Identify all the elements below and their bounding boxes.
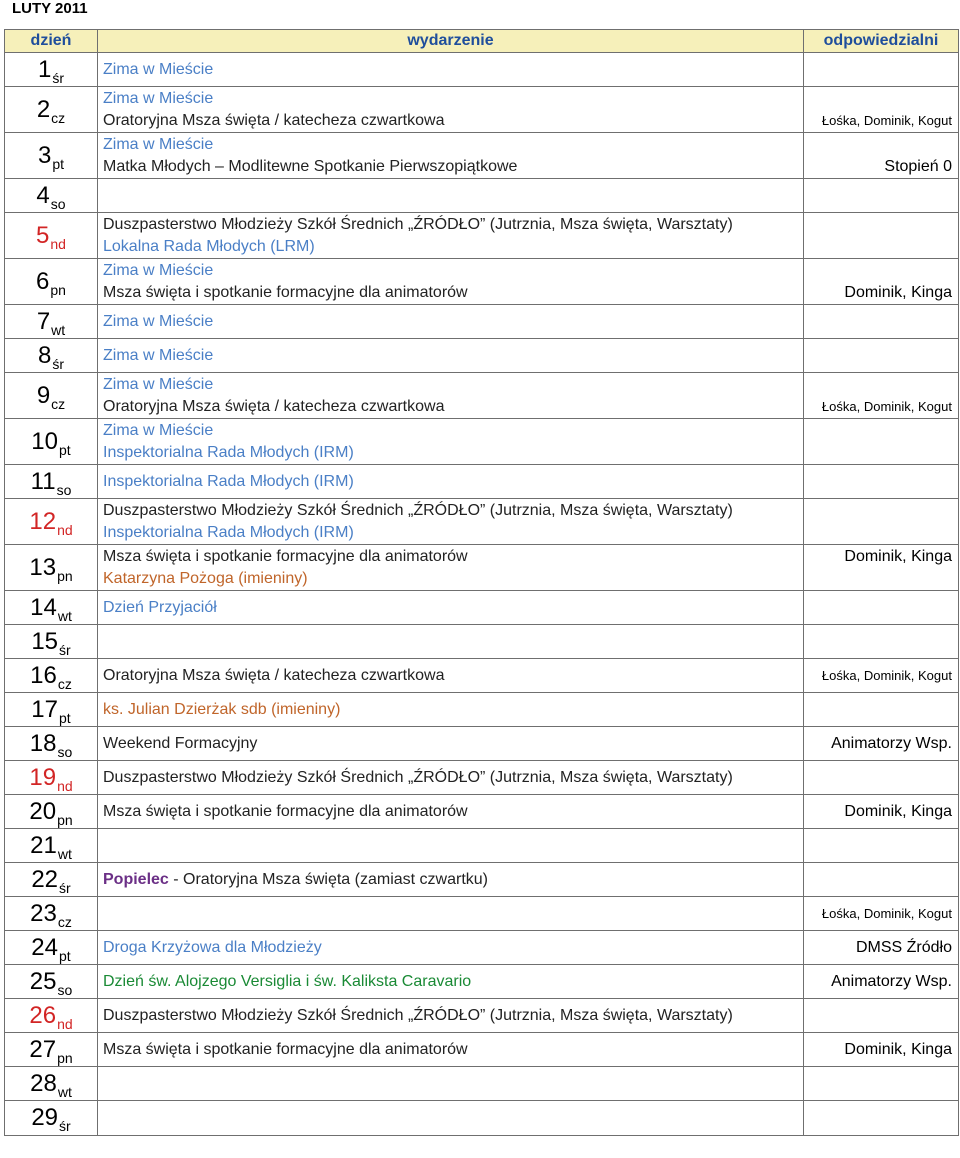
table-row [5, 591, 959, 625]
event-line [103, 156, 803, 178]
table-row [5, 999, 959, 1033]
weekday-abbr: nd [57, 1015, 73, 1032]
event-cell [98, 373, 804, 419]
table-row [5, 545, 959, 591]
responsible-cell [804, 305, 959, 339]
event-cell [98, 465, 804, 499]
day-number: 21 [30, 831, 57, 859]
day-cell [5, 133, 98, 179]
event-cell [98, 863, 804, 897]
responsible-cell [804, 625, 959, 659]
table-row [5, 179, 959, 213]
event-text: Dzień Przyjaciół [103, 598, 217, 616]
day-number: 23 [30, 899, 57, 927]
weekday-abbr: cz [51, 395, 66, 412]
day-number: 14 [30, 593, 57, 621]
day-number: 6 [36, 267, 50, 295]
table-row [5, 965, 959, 999]
responsible-text: Łośka, Dominik, Kogut [821, 398, 952, 414]
table-row [5, 829, 959, 863]
responsible-cell [804, 87, 959, 133]
event-cell [98, 545, 804, 591]
responsible-cell [804, 761, 959, 795]
event-line [103, 282, 803, 304]
day-cell [5, 1067, 98, 1101]
event-text: Duszpasterstwo Młodzieży Szkół Średnich „ŹRÓDŁO” (Jutrznia, Msza święta, Warsztaty) [103, 768, 733, 786]
day-number: 26 [29, 1001, 57, 1029]
responsible-cell [804, 339, 959, 373]
responsible-text: DMSS Źródło [855, 938, 952, 956]
event-line [103, 311, 803, 333]
responsible-cell [804, 133, 959, 179]
responsible-cell [804, 213, 959, 259]
table-row [5, 625, 959, 659]
event-cell [98, 965, 804, 999]
event-text: Matka Młodych – Modlitewne Spotkanie Pierwszopiątkowe [103, 157, 518, 175]
event-text: Msza święta i spotkanie formacyjne dla animatorów [103, 1040, 468, 1058]
event-cell [98, 1101, 804, 1136]
responsible-text [804, 568, 952, 590]
event-text: Lokalna Rada Młodych (LRM) [103, 237, 315, 255]
weekday-abbr: wt [57, 845, 72, 862]
weekday-abbr: pt [59, 441, 71, 458]
responsible-text [804, 374, 952, 396]
table-row [5, 897, 959, 931]
event-text: Duszpasterstwo Młodzieży Szkół Średnich „ŹRÓDŁO” (Jutrznia, Msza święta, Warsztaty) [103, 1006, 733, 1024]
weekday-abbr: cz [57, 913, 72, 930]
event-line [103, 971, 803, 993]
responsible-text: Dominik, Kinga [844, 283, 952, 301]
weekday-abbr: wt [57, 607, 72, 624]
responsible-cell [804, 999, 959, 1033]
weekday-abbr: śr [52, 69, 65, 86]
event-line [103, 110, 803, 132]
weekday-abbr: nd [57, 777, 73, 794]
page-title: LUTY 2011 [12, 0, 88, 17]
event-line [103, 522, 803, 544]
event-text: Oratoryjna Msza święta / katecheza czwartkowa [103, 666, 445, 684]
day-cell [5, 259, 98, 305]
event-text: Oratoryjna Msza święta / katecheza czwartkowa [103, 111, 445, 129]
table-row [5, 373, 959, 419]
event-text: Dzień św. Alojzego Versiglia i św. Kaliksta Caravario [103, 972, 472, 990]
table-row [5, 863, 959, 897]
day-number: 17 [31, 695, 58, 723]
weekday-abbr: so [56, 481, 72, 498]
day-number: 19 [29, 763, 57, 791]
event-line [103, 471, 803, 493]
event-cell [98, 1067, 804, 1101]
table-row [5, 419, 959, 465]
day-cell [5, 499, 98, 545]
event-text: Zima w Mieście [103, 421, 214, 439]
event-cell [98, 591, 804, 625]
event-text: Zima w Mieście [103, 375, 214, 393]
responsible-text: Animatorzy Wsp. [831, 972, 952, 990]
table-row [5, 1067, 959, 1101]
responsible-text: Łośka, Dominik, Kogut [821, 112, 952, 128]
responsible-text: Dominik, Kinga [844, 802, 952, 820]
day-number: 10 [31, 427, 58, 455]
event-cell [98, 87, 804, 133]
day-number: 4 [36, 181, 50, 209]
day-number: 25 [29, 967, 57, 995]
day-number: 22 [31, 865, 59, 893]
day-cell [5, 795, 98, 829]
day-number: 16 [30, 661, 57, 689]
event-text: Duszpasterstwo Młodzieży Szkół Średnich „ŹRÓDŁO” (Jutrznia, Msza święta, Warsztaty) [103, 215, 733, 233]
table-row [5, 339, 959, 373]
event-text: Katarzyna Pożoga (imieniny) [103, 569, 308, 587]
day-cell [5, 931, 98, 965]
header-row [5, 30, 959, 53]
header-event: wydarzenie [98, 30, 804, 53]
event-cell [98, 659, 804, 693]
responsible-cell [804, 897, 959, 931]
day-number: 5 [36, 221, 50, 249]
weekday-abbr: pt [59, 709, 71, 726]
table-row [5, 761, 959, 795]
calendar-table [4, 29, 959, 1136]
event-line [103, 1005, 803, 1027]
responsible-cell [804, 591, 959, 625]
weekday-abbr: pn [57, 811, 73, 828]
event-line [103, 134, 803, 156]
day-cell [5, 1033, 98, 1067]
responsible-cell [804, 465, 959, 499]
day-cell [5, 863, 98, 897]
responsible-cell [804, 53, 959, 87]
event-text: Inspektorialna Rada Młodych (IRM) [103, 472, 354, 490]
event-text: Popielec [103, 870, 169, 888]
day-number: 8 [37, 341, 52, 369]
event-cell [98, 419, 804, 465]
event-line [103, 236, 803, 258]
day-cell [5, 179, 98, 213]
day-cell [5, 419, 98, 465]
day-cell [5, 625, 98, 659]
day-cell [5, 465, 98, 499]
table-row [5, 259, 959, 305]
weekday-abbr: so [57, 981, 73, 998]
event-cell [98, 829, 804, 863]
day-cell [5, 339, 98, 373]
event-line [103, 396, 803, 418]
table-row [5, 931, 959, 965]
weekday-abbr: śr [59, 641, 71, 658]
responsible-cell [804, 795, 959, 829]
event-cell [98, 931, 804, 965]
day-number: 13 [29, 553, 57, 581]
event-line [103, 260, 803, 282]
responsible-cell [804, 931, 959, 965]
table-row [5, 305, 959, 339]
responsible-cell [804, 259, 959, 305]
event-cell [98, 305, 804, 339]
responsible-text: Animatorzy Wsp. [831, 734, 952, 752]
day-cell [5, 545, 98, 591]
day-number: 20 [29, 797, 57, 825]
day-number: 24 [31, 933, 58, 961]
event-line [103, 1039, 803, 1061]
day-number: 18 [29, 729, 57, 757]
responsible-text [804, 134, 952, 156]
weekday-abbr: so [57, 743, 73, 760]
event-cell [98, 897, 804, 931]
table-row [5, 1101, 959, 1136]
responsible-cell [804, 1033, 959, 1067]
day-cell [5, 965, 98, 999]
event-line [103, 869, 803, 891]
day-number: 27 [29, 1035, 57, 1063]
weekday-abbr: nd [50, 235, 66, 252]
day-cell [5, 727, 98, 761]
event-cell [98, 761, 804, 795]
responsible-cell [804, 373, 959, 419]
responsible-cell [804, 863, 959, 897]
event-text: Oratoryjna Msza święta / katecheza czwartkowa [103, 397, 445, 415]
weekday-abbr: śr [52, 355, 65, 372]
day-cell [5, 1101, 98, 1136]
day-number: 11 [30, 467, 56, 495]
event-text: Weekend Formacyjny [103, 734, 258, 752]
event-line [103, 665, 803, 687]
weekday-abbr: nd [57, 521, 73, 538]
day-number: 7 [36, 307, 51, 335]
event-line [103, 88, 803, 110]
event-cell [98, 339, 804, 373]
table-row [5, 133, 959, 179]
event-line [103, 420, 803, 442]
event-cell [98, 259, 804, 305]
day-cell [5, 659, 98, 693]
responsible-text: Łośka, Dominik, Kogut [821, 905, 952, 921]
event-text: Zima w Mieście [103, 312, 214, 330]
event-cell [98, 727, 804, 761]
event-line [103, 597, 803, 619]
event-cell [98, 693, 804, 727]
day-number: 15 [31, 627, 59, 655]
day-cell [5, 213, 98, 259]
weekday-abbr: cz [57, 675, 72, 692]
table-row [5, 693, 959, 727]
table-row [5, 727, 959, 761]
event-text: Duszpasterstwo Młodzieży Szkół Średnich „ŹRÓDŁO” (Jutrznia, Msza święta, Warsztaty) [103, 501, 733, 519]
responsible-cell [804, 1101, 959, 1136]
table-row [5, 659, 959, 693]
responsible-cell [804, 727, 959, 761]
day-cell [5, 53, 98, 87]
responsible-text: Stopień 0 [884, 157, 952, 175]
day-number: 2 [36, 95, 51, 123]
event-cell [98, 795, 804, 829]
event-line [103, 733, 803, 755]
event-cell [98, 999, 804, 1033]
responsible-text: Łośka, Dominik, Kogut [821, 667, 952, 683]
responsible-cell [804, 1067, 959, 1101]
event-cell [98, 179, 804, 213]
responsible-cell [804, 965, 959, 999]
weekday-abbr: pn [57, 567, 73, 584]
weekday-abbr: pt [59, 947, 71, 964]
event-line [103, 767, 803, 789]
event-line [103, 699, 803, 721]
event-line [103, 500, 803, 522]
day-number: 29 [31, 1104, 59, 1131]
table-row [5, 213, 959, 259]
day-cell [5, 305, 98, 339]
table-row [5, 87, 959, 133]
weekday-abbr: śr [59, 1118, 71, 1134]
event-cell [98, 1033, 804, 1067]
event-line [103, 59, 803, 81]
day-number: 9 [36, 381, 51, 409]
day-cell [5, 761, 98, 795]
event-text: Zima w Mieście [103, 89, 214, 107]
table-row [5, 1033, 959, 1067]
day-number: 28 [30, 1069, 57, 1097]
event-line [103, 442, 803, 464]
weekday-abbr: cz [51, 109, 66, 126]
event-cell [98, 625, 804, 659]
event-text: ks. Julian Dzierżak sdb (imieniny) [103, 700, 341, 718]
event-text: Msza święta i spotkanie formacyjne dla animatorów [103, 283, 468, 301]
event-line [103, 801, 803, 823]
weekday-abbr: so [50, 195, 66, 212]
responsible-text: Dominik, Kinga [844, 547, 952, 565]
event-text: Zima w Mieście [103, 346, 214, 364]
event-text-suffix: - Oratoryjna Msza święta (zamiast czwartku) [168, 870, 488, 888]
event-text: Inspektorialna Rada Młodych (IRM) [103, 443, 354, 461]
table-row [5, 465, 959, 499]
day-number: 12 [29, 507, 57, 535]
event-text: Msza święta i spotkanie formacyjne dla animatorów [103, 547, 468, 565]
event-text: Zima w Mieście [103, 60, 214, 78]
event-text: Zima w Mieście [103, 261, 214, 279]
weekday-abbr: wt [51, 321, 66, 338]
weekday-abbr: pn [57, 1049, 73, 1066]
day-cell [5, 999, 98, 1033]
event-line [103, 937, 803, 959]
event-line [103, 374, 803, 396]
event-text: Inspektorialna Rada Młodych (IRM) [103, 523, 354, 541]
event-cell [98, 499, 804, 545]
event-cell [98, 53, 804, 87]
calendar-body [5, 53, 959, 1136]
header-responsible: odpowiedzialni [804, 30, 959, 53]
responsible-cell [804, 499, 959, 545]
event-line [103, 345, 803, 367]
table-row [5, 795, 959, 829]
day-number: 1 [37, 55, 52, 83]
day-cell [5, 87, 98, 133]
responsible-cell [804, 545, 959, 591]
weekday-abbr: pn [50, 281, 66, 298]
header-day: dzień [5, 30, 98, 53]
day-cell [5, 829, 98, 863]
table-row [5, 53, 959, 87]
responsible-cell [804, 179, 959, 213]
responsible-cell [804, 659, 959, 693]
responsible-text [804, 260, 952, 282]
weekday-abbr: wt [57, 1083, 72, 1100]
responsible-text: Dominik, Kinga [844, 1040, 952, 1058]
event-cell [98, 213, 804, 259]
day-cell [5, 591, 98, 625]
day-cell [5, 897, 98, 931]
responsible-cell [804, 829, 959, 863]
responsible-cell [804, 419, 959, 465]
event-text: Zima w Mieście [103, 135, 214, 153]
weekday-abbr: śr [59, 879, 71, 896]
day-cell [5, 693, 98, 727]
responsible-cell [804, 693, 959, 727]
day-number: 3 [37, 141, 52, 169]
event-cell [98, 133, 804, 179]
event-line [103, 214, 803, 236]
table-row [5, 499, 959, 545]
weekday-abbr: pt [52, 155, 65, 172]
event-line [103, 568, 803, 590]
day-cell [5, 373, 98, 419]
event-text: Msza święta i spotkanie formacyjne dla animatorów [103, 802, 468, 820]
event-text: Droga Krzyżowa dla Młodzieży [103, 938, 322, 956]
event-line [103, 546, 803, 568]
responsible-text [804, 88, 952, 110]
